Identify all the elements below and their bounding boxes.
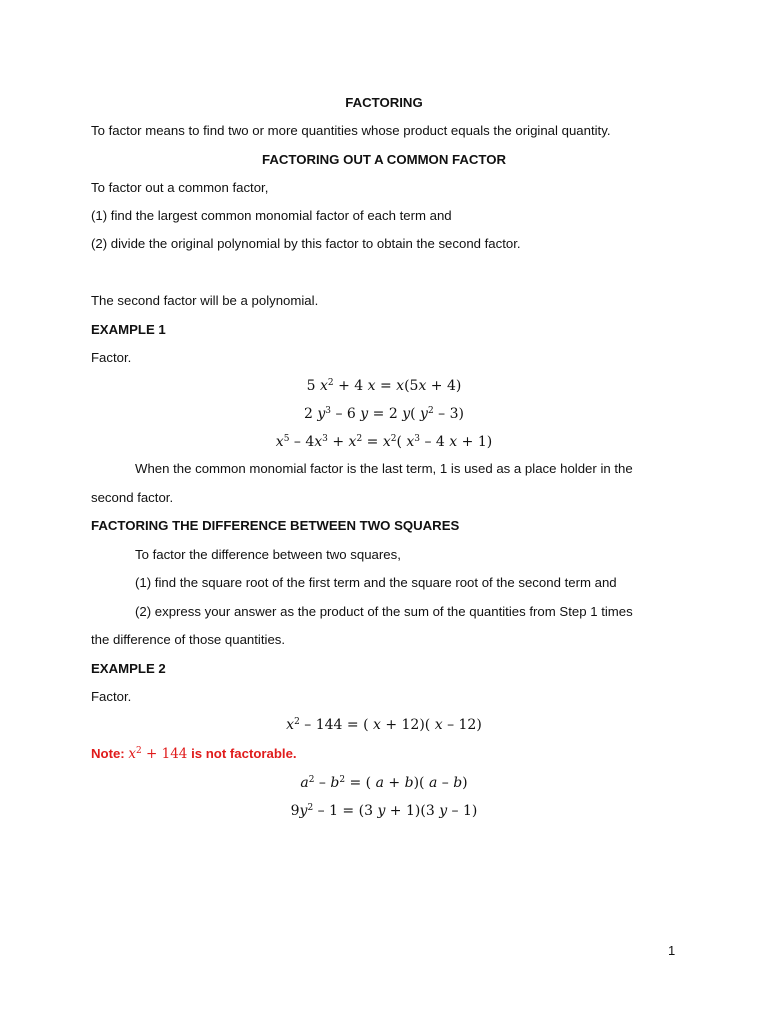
example2-equation-2: $a^2 - b^2$ = ( a + b)( a – b) xyxy=(300,775,468,791)
definition-text: To factor means to find two or more quantities whose product equals the original quantity. xyxy=(91,123,611,138)
example1-equation-3: $x^5 - 4x^3 + x^2 = x^2$( $x^3 - 4$ x + 1) xyxy=(275,434,493,450)
section-heading-difference-of-squares: FACTORING THE DIFFERENCE BETWEEN TWO SQUARES xyxy=(91,518,460,533)
note-label: Note: xyxy=(91,746,125,761)
page-title: FACTORING xyxy=(345,95,423,110)
section1-step1: (1) find the largest common monomial factor of each term and xyxy=(91,208,452,223)
section-heading-common-factor: FACTORING OUT A COMMON FACTOR xyxy=(262,152,506,167)
note-text: is not factorable. xyxy=(191,746,297,761)
example1-prompt: Factor. xyxy=(91,350,132,365)
example1-note-line2: second factor. xyxy=(91,490,174,505)
example2-equation-1: $x^2 - 144$ = ( x + 12)( x – 12) xyxy=(286,717,482,733)
section2-step1: (1) find the square root of the first term and the square root of the second term and xyxy=(135,575,617,590)
example2-equation-3: $9y^2 - 1 = (3$ y + 1)(3 y – 1) xyxy=(290,803,478,819)
example1-equation-1: 5 $x^2 + 4$ x = x(5x + 4) xyxy=(306,378,462,394)
page-number: 1 xyxy=(668,943,676,958)
section1-step2: (2) divide the original polynomial by this factor to obtain the second factor. xyxy=(91,236,521,251)
example2-label: EXAMPLE 2 xyxy=(91,661,166,676)
example1-equation-2: 2 $y^3 - 6$ y = 2 y( $y^2 - 3$) xyxy=(304,406,464,422)
section2-intro: To factor the difference between two squares, xyxy=(135,547,401,562)
example2-prompt: Factor. xyxy=(91,689,132,704)
example1-label: EXAMPLE 1 xyxy=(91,322,166,337)
section2-step2-line2: the difference of those quantities. xyxy=(91,632,286,647)
example2-note xyxy=(91,746,297,762)
section1-intro: To factor out a common factor, xyxy=(91,180,269,195)
section2-step2-line1: (2) express your answer as the product of the sum of the quantities from Step 1 times xyxy=(135,604,633,619)
section1-closing: The second factor will be a polynomial. xyxy=(91,293,319,308)
example1-note-line1: When the common monomial factor is the last term, 1 is used as a place holder in the xyxy=(135,461,633,476)
note-expression: $x^2 + 144$ xyxy=(128,746,188,762)
